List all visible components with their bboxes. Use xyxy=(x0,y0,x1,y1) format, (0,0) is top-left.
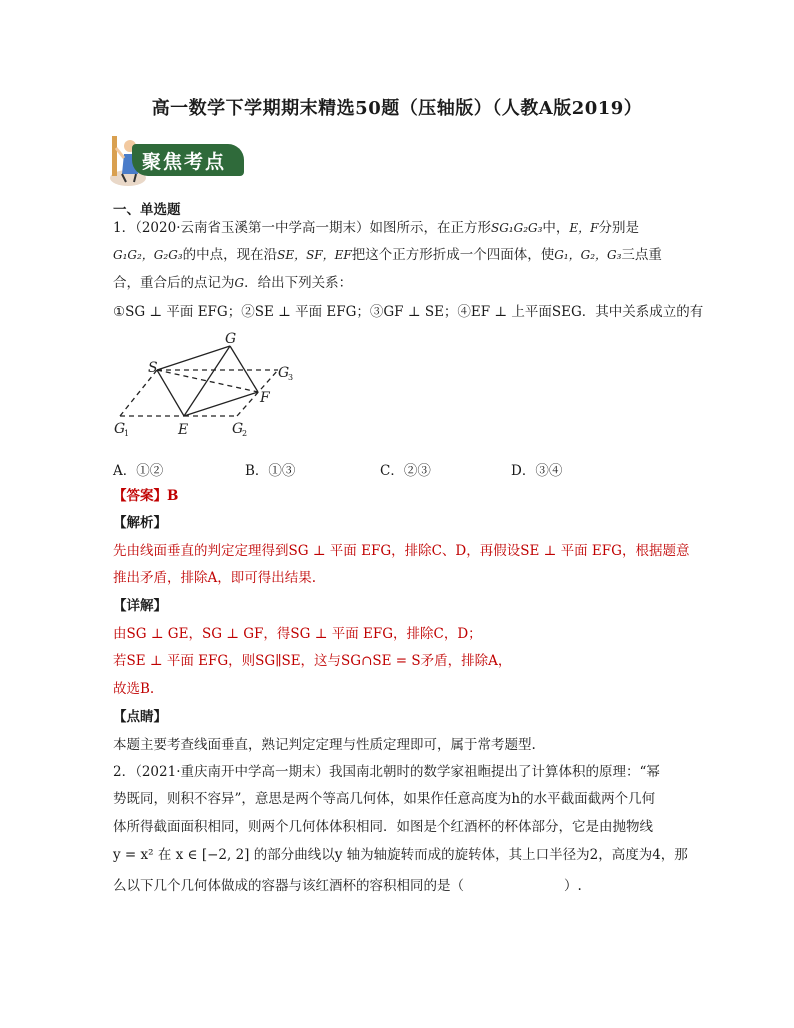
analysis-tag: 【解析】 xyxy=(113,515,167,531)
comment-line: 本题主要考查线面垂直，熟记判定定理与性质定理即可，属于常考题型. xyxy=(113,737,536,753)
comment-tag: 【点睛】 xyxy=(113,709,167,725)
section-heading: 一、单选题 xyxy=(113,202,181,218)
q1-line1-pre: 1．（2020·云南省玉溪第一中学高一期末）如图所示，在正方形 xyxy=(113,220,491,236)
q1-line2-post: 三点重 xyxy=(621,247,662,263)
banner-label: 聚焦考点 xyxy=(142,151,227,173)
label-E: E xyxy=(178,422,189,438)
q1-line2-segs: SE，SF，EF xyxy=(277,248,352,262)
q1-ef: E，F xyxy=(569,221,599,235)
answer-tag: 【答案】B xyxy=(113,488,179,504)
label-G1-sub: 1 xyxy=(124,429,130,438)
focus-banner xyxy=(106,130,246,190)
option-c: C．②③ xyxy=(380,463,431,479)
label-G2-sub: 2 xyxy=(242,429,248,438)
q1-line3-post: ．给出下列关系： xyxy=(244,275,353,291)
q1-line3-g: G xyxy=(234,276,245,290)
q1-line3 xyxy=(113,273,352,293)
detail-line3: 故选B. xyxy=(113,681,155,697)
q2-line1: 2．（2021·重庆南开中学高一期末）我国南北朝时的数学家祖暅提出了计算体积的原理：“幂 xyxy=(113,764,660,780)
q1-square-name: SG₁G₂G₃ xyxy=(491,221,543,235)
page-title: 高一数学下学期期末精选50题（压轴版）（人教A版2019） xyxy=(151,98,643,119)
q2-line4: y = x² 在 x ∈ [−2, 2] 的部分曲线以y 轴为轴旋转而成的旋转体，其上口半径为2，高度为4，那 xyxy=(113,847,688,863)
q2-line5-post: ）. xyxy=(564,878,582,894)
q2-line2: 势既同，则积不容异”，意思是两个等高几何体，如果作任意高度为h的水平截面截两个几何 xyxy=(113,791,656,807)
q1-line2-points: G₁，G₂，G₃ xyxy=(554,248,622,262)
q1-line4: ①SG ⊥ 平面 EFG；②SE ⊥ 平面 EFG；③GF ⊥ SE；④EF ⊥ 上平面SEG．其中关系成立的有 xyxy=(113,304,704,320)
q1-line2-mid: 把这个正方形折成一个四面体，使 xyxy=(351,247,555,263)
detail-tag: 【详解】 xyxy=(113,598,167,614)
label-G2: G xyxy=(232,421,244,437)
option-d: D．③④ xyxy=(511,463,563,479)
q2-line5 xyxy=(113,876,582,896)
label-G3-sub: 3 xyxy=(288,373,294,382)
q1-options xyxy=(113,459,713,479)
detail-line2: 若SE ⊥ 平面 EFG，则SG∥SE，这与SG∩SE = S矛盾，排除A， xyxy=(113,653,512,669)
analysis-line2: 推出矛盾，排除A，即可得出结果. xyxy=(113,570,317,586)
q1-line2-seg1: G₁G₂，G₂G₃ xyxy=(113,248,183,262)
option-a: A．①② xyxy=(113,463,164,479)
label-S: S xyxy=(148,360,158,376)
detail-line1: 由SG ⊥ GE，SG ⊥ GF，得SG ⊥ 平面 EFG，排除C，D； xyxy=(113,626,482,642)
q1-line2-pre: 的中点，现在沿 xyxy=(182,247,278,263)
q2-line3: 体所得截面面积相同，则两个几何体体积相同．如图是个红酒杯的杯体部分，它是由抛物线 xyxy=(113,819,653,835)
label-G3: G xyxy=(278,365,290,381)
square-fold-diagram xyxy=(112,330,312,440)
q2-line5-pre: 么以下几个几何体做成的容器与该红酒杯的容积相同的是（ xyxy=(113,878,464,894)
label-F: F xyxy=(260,390,270,406)
label-G1: G xyxy=(114,421,126,437)
q1-line2 xyxy=(113,245,662,265)
q1-line3-pre: 合，重合后的点记为 xyxy=(113,275,235,291)
analysis-line1: 先由线面垂直的判定定理得到SG ⊥ 平面 EFG，排除C、D，再假设SE ⊥ 平面 EFG，根据题意 xyxy=(113,543,690,559)
q1-line1-mid: 中， xyxy=(542,220,570,236)
q1-line1-post: 分别是 xyxy=(598,220,640,236)
q1-line1 xyxy=(113,218,639,238)
option-b: B．①③ xyxy=(245,463,296,479)
label-G: G xyxy=(225,331,237,347)
